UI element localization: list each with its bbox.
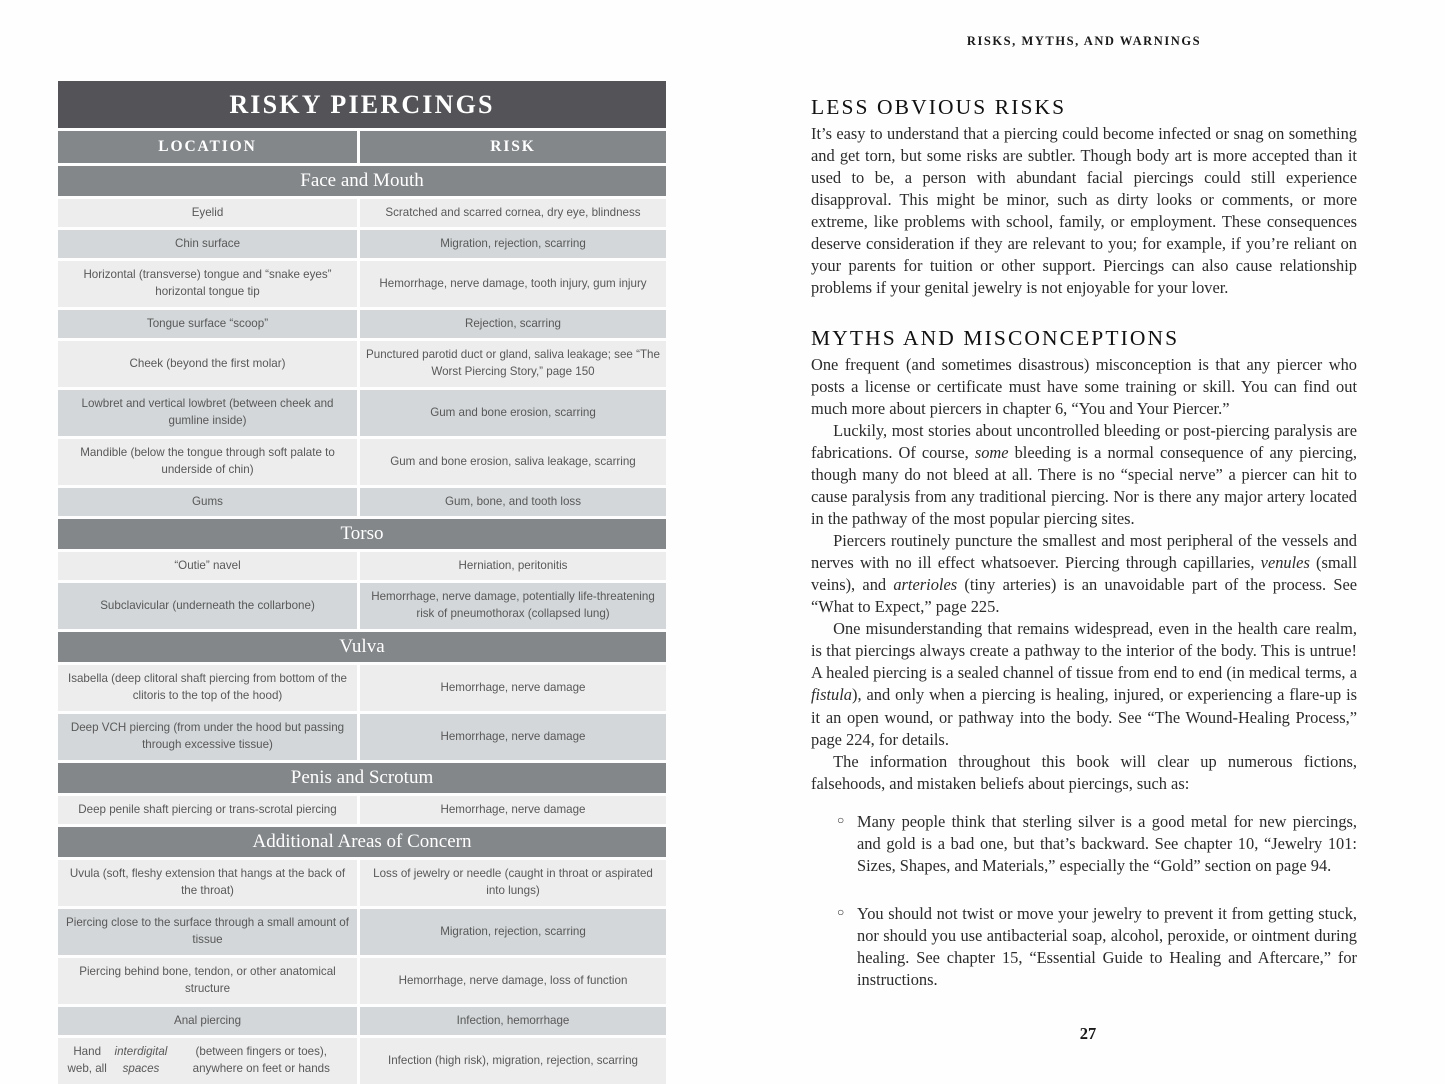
cell-risk: Hemorrhage, nerve damage, loss of function [360,958,666,1004]
text-run: Hand web, all [67,1045,107,1075]
cell-risk: Gum and bone erosion, saliva leakage, scarring [360,439,666,485]
table-row [58,341,666,387]
bullet-marker-icon: ○ [837,904,845,919]
cell-location: Lowbret and vertical lowbret (between cheek and gumline inside) [58,390,357,436]
table-row [58,488,666,516]
table-row [58,860,666,906]
emphasis-arterioles: arterioles [893,575,958,595]
cell-location: Piercing close to the surface through a small amount of tissue [58,909,357,955]
text-run: Luckily, most stories about uncontrolled bleeding or post-piercing paralysis are fabrications. Of course, [811,420,1357,462]
emphasis-term: interdigital spaces [114,1045,168,1075]
myths-bullet-list [811,811,1357,991]
text-run: (tiny arteries) is an unavoidable part of the process. See “What to Expect,” page 225. [811,575,1357,617]
paragraph-myths-3 [811,530,1357,618]
cell-risk: Loss of jewelry or needle (caught in throat or aspirated into lungs) [360,860,666,906]
table-row [58,714,666,760]
cell-location: Tongue surface “scoop” [58,310,357,338]
cell-risk: Hemorrhage, nerve damage, potentially life-threatening risk of pneumothorax (collapsed lung) [360,583,666,629]
table-section-header: Penis and Scrotum [58,763,666,793]
cell-location: Chin surface [58,230,357,258]
table-row [58,665,666,711]
cell-location: Uvula (soft, fleshy extension that hangs at the back of the throat) [58,860,357,906]
table-row [58,909,666,955]
table-row [58,1038,666,1084]
text-run: ), and only when a piercing is healing, injured, or experiencing a flare-up is it an open wound, or pathway into the body. See “The Wound-Healing Process,” page 224, for details. [811,685,1357,749]
table-row [58,310,666,338]
text-run: (small veins), and [811,553,1357,595]
cell-location: Eyelid [58,199,357,227]
paragraph-myths-1: One frequent (and sometimes disastrous) misconception is that any piercer who posts a license or certificate must have some training or skill. You can find out much more about piercers in chapter 6, “You and Your Piercer.” [811,354,1357,418]
cell-risk: Hemorrhage, nerve damage [360,796,666,824]
cell-location: Horizontal (transverse) tongue and “snake eyes” horizontal tongue tip [58,261,357,307]
text-run: (between fingers or toes), anywhere on feet or hands [192,1045,330,1075]
table-title: RISKY PIERCINGS [58,81,666,128]
text-run: Piercers routinely puncture the smallest and most peripheral of the vessels and nerves with no ill effect whatsoever. Piercing through capillaries, [811,531,1357,573]
column-header-risk: RISK [360,131,666,163]
cell-risk: Scratched and scarred cornea, dry eye, blindness [360,199,666,227]
cell-location: Isabella (deep clitoral shaft piercing from bottom of the clitoris to the top of the hood) [58,665,357,711]
cell-risk: Migration, rejection, scarring [360,230,666,258]
list-item-text: Many people think that sterling silver is a good metal for new piercings, and gold is a bad one, but that’s backward. See chapter 10, “Jewelry 101: Sizes, Shapes, and Materials,” especially the “Gold” section on page 94. [857,811,1357,875]
text-run: One misunderstanding that remains widespread, even in the health care realm, is that piercings always create a pathway to the interior of the body. This is untrue! A healed piercing is a sealed channel of tissue from end to end (in medical terms, a [811,619,1357,683]
bullet-marker-icon: ○ [837,812,845,827]
cell-risk: Infection, hemorrhage [360,1007,666,1035]
table-section-header: Vulva [58,632,666,662]
emphasis-some: some [974,442,1009,462]
table-row [58,261,666,307]
table-section-header: Torso [58,519,666,549]
article-column [811,34,1357,1017]
cell-risk: Hemorrhage, nerve damage [360,665,666,711]
emphasis-fistula: fistula [811,685,852,705]
text-run: bleeding is a normal consequence of any piercing, though many do not bleed at all. There is no “special nerve” a piercer can hit to cause paralysis from any traditional piercing. Nor is there any major artery located in the pathway of the most popular piercing sites. [811,442,1357,528]
cell-risk: Migration, rejection, scarring [360,909,666,955]
table-row [58,439,666,485]
list-item [811,903,1357,991]
cell-risk: Gum and bone erosion, scarring [360,390,666,436]
page-number: 27 [1079,1024,1097,1043]
paragraph-less-obvious-risks: It’s easy to understand that a piercing could become infected or snag on something and get torn, but some risks are subtler. Though body art is more accepted than it used to be, a person with abundant facial piercings could still experience disapproval. This might be minor, such as dirty looks or comments, or more extreme, like problems with school, family, or employment. These consequences deserve consideration if they are relevant to you; for example, if you’re reliant on your parents for tuition or other support. Piercings can also cause relationship problems if your genital jewelry is not enjoyable for your lover. [811,124,1357,298]
table-row [58,230,666,258]
list-item [811,811,1357,877]
cell-location [58,1038,357,1084]
risky-piercings-table [58,81,666,1084]
heading-myths-and-misconceptions: MYTHS AND MISCONCEPTIONS [811,325,1180,350]
table-row [58,390,666,436]
cell-risk: Hemorrhage, nerve damage, tooth injury, gum injury [360,261,666,307]
cell-risk: Infection (high risk), migration, rejection, scarring [360,1038,666,1084]
table-row [58,1007,666,1035]
cell-location: Gums [58,488,357,516]
cell-location: Cheek (beyond the first molar) [58,341,357,387]
column-header-location: LOCATION [58,131,357,163]
cell-location: Deep penile shaft piercing or trans-scrotal piercing [58,796,357,824]
table-section-header: Additional Areas of Concern [58,827,666,857]
paragraph-myths-2 [811,420,1357,530]
emphasis-venules: venules [1260,553,1310,573]
paragraph-myths-4 [811,618,1357,750]
cell-risk: Gum, bone, and tooth loss [360,488,666,516]
cell-location: Deep VCH piercing (from under the hood but passing through excessive tissue) [58,714,357,760]
table-row [58,199,666,227]
cell-location: “Outie” navel [58,552,357,580]
cell-risk: Punctured parotid duct or gland, saliva leakage; see “The Worst Piercing Story,” page 150 [360,341,666,387]
table-row [58,958,666,1004]
cell-location: Anal piercing [58,1007,357,1035]
cell-location: Subclavicular (underneath the collarbone) [58,583,357,629]
running-head: RISKS, MYTHS, AND WARNINGS [966,34,1202,48]
table-column-header-row [58,131,666,163]
table-body [58,166,666,1084]
table-section-header: Face and Mouth [58,166,666,196]
list-item-text: You should not twist or move your jewelry to prevent it from getting stuck, nor should you use antibacterial soap, alcohol, peroxide, or ointment during healing. See chapter 15, “Essential Guide to Healing and Aftercare,” for instructions. [857,903,1357,990]
cell-risk: Herniation, peritonitis [360,552,666,580]
table-row [58,583,666,629]
paragraph-myths-5: The information throughout this book will clear up numerous fictions, falsehoods, and mistaken beliefs about piercings, such as: [811,751,1357,793]
cell-location: Mandible (below the tongue through soft palate to underside of chin) [58,439,357,485]
heading-less-obvious-risks: LESS OBVIOUS RISKS [811,95,1067,119]
cell-risk: Hemorrhage, nerve damage [360,714,666,760]
table-row [58,796,666,824]
table-row [58,552,666,580]
cell-location: Piercing behind bone, tendon, or other anatomical structure [58,958,357,1004]
cell-risk: Rejection, scarring [360,310,666,338]
